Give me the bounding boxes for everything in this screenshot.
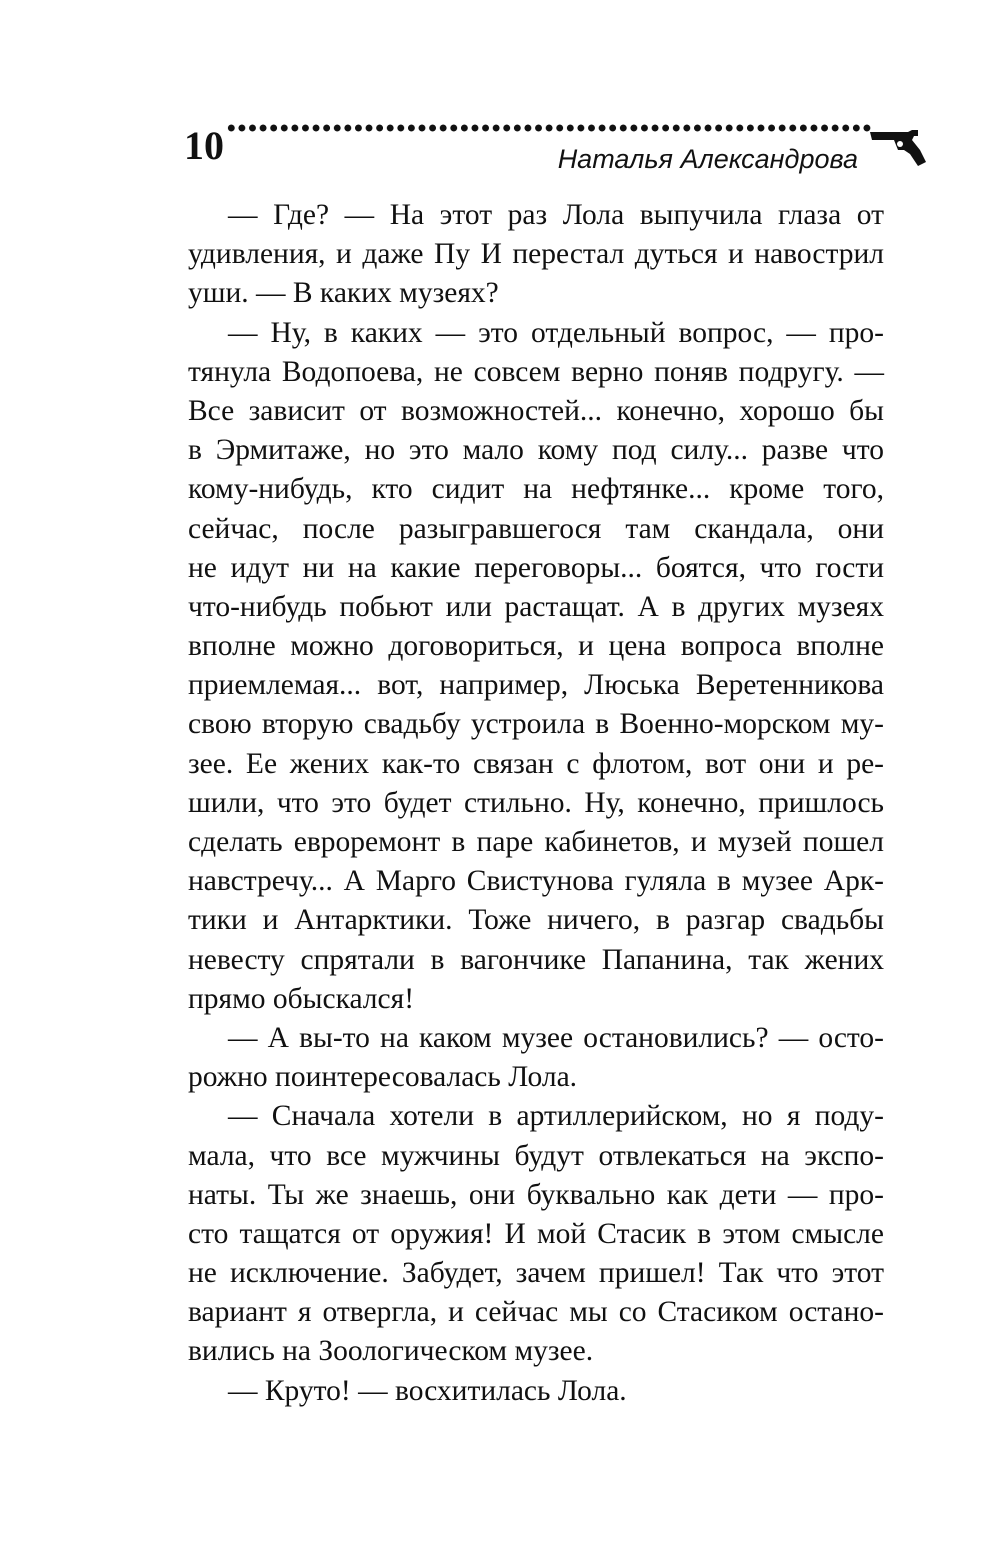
text-line: зее. Ее жених как-то связан с флотом, вот они и ре- [188,747,884,780]
text-line: — Где? — На этот раз Лола выпучила глаза от [228,199,884,231]
text-line: вариант я отвергла, и сейчас мы со Стасиком остано- [188,1296,884,1329]
text-line: наты. Ты же знаешь, они буквально как дети — про- [188,1178,884,1211]
text-line: уши. — В каких музеях? [188,277,499,310]
text-line: не идут ни на какие переговоры... боятся, что гости [188,551,884,584]
text-line: — Ну, в каких — это отдельный вопрос, — про- [228,316,884,349]
text-line: в Эрмитаже, но это мало кому под силу... разве что [188,434,884,467]
body-text [188,196,884,1411]
text-line: шили, что это будет стильно. Ну, конечно, пришлось [188,786,884,819]
text-line: тики и Антарктики. Тоже ничего, в разгар свадьбы [188,904,884,937]
text-line: рожно поинтересовалась Лола. [188,1061,578,1094]
text-line: не исключение. Забудет, зачем пришел! Так что этот [188,1257,884,1290]
text-line: навстречу... А Марго Свистунова гуляла в музее Арк- [188,865,884,898]
text-line: сделать евроремонт в паре кабинетов, и музей пошел [188,826,884,858]
text-line: — А вы-то на каком музее остановились? — осто- [228,1021,884,1054]
text-line: мала, что все мужчины будут отвлекаться на экспо- [188,1139,884,1172]
text-line: удивления, и даже Пу И перестал дуться и навострил [188,238,884,271]
running-header-author: Наталья Александрова [557,144,858,174]
text-line: вились на Зоологическом музее. [188,1335,594,1368]
text-line: невесту спрятали в вагончике Папанина, так жених [188,943,884,976]
text-line: что-нибудь побьют или растащат. А в других музеях [188,590,884,623]
text-line: приемлемая... вот, например, Люська Веретенникова [188,669,884,702]
text-line: вполне можно договориться, и цена вопроса вполне [188,630,884,663]
text-line: свою вторую свадьбу устроила в Военно-морском му- [188,708,884,741]
text-line: — Круто! — восхитилась Лола. [228,1374,627,1407]
text-line: Все зависит от возможностей... конечно, хорошо бы [188,394,884,427]
text-line: тянула Водопоева, не совсем верно поняв подругу. — [188,355,884,388]
page-number: 10 [184,123,224,168]
text-line: сейчас, после разыгравшегося там скандала, они [188,512,884,545]
text-line: прямо обыскался! [188,982,415,1015]
text-line: кому-нибудь, кто сидит на нефтянке... кроме того, [188,473,884,506]
dotted-rule [226,122,872,134]
revolver-icon [868,128,930,168]
text-line: сто тащатся от оружия! И мой Стасик в этом смысле [188,1217,884,1250]
text-line: — Сначала хотели в артиллерийском, но я поду- [228,1100,884,1133]
